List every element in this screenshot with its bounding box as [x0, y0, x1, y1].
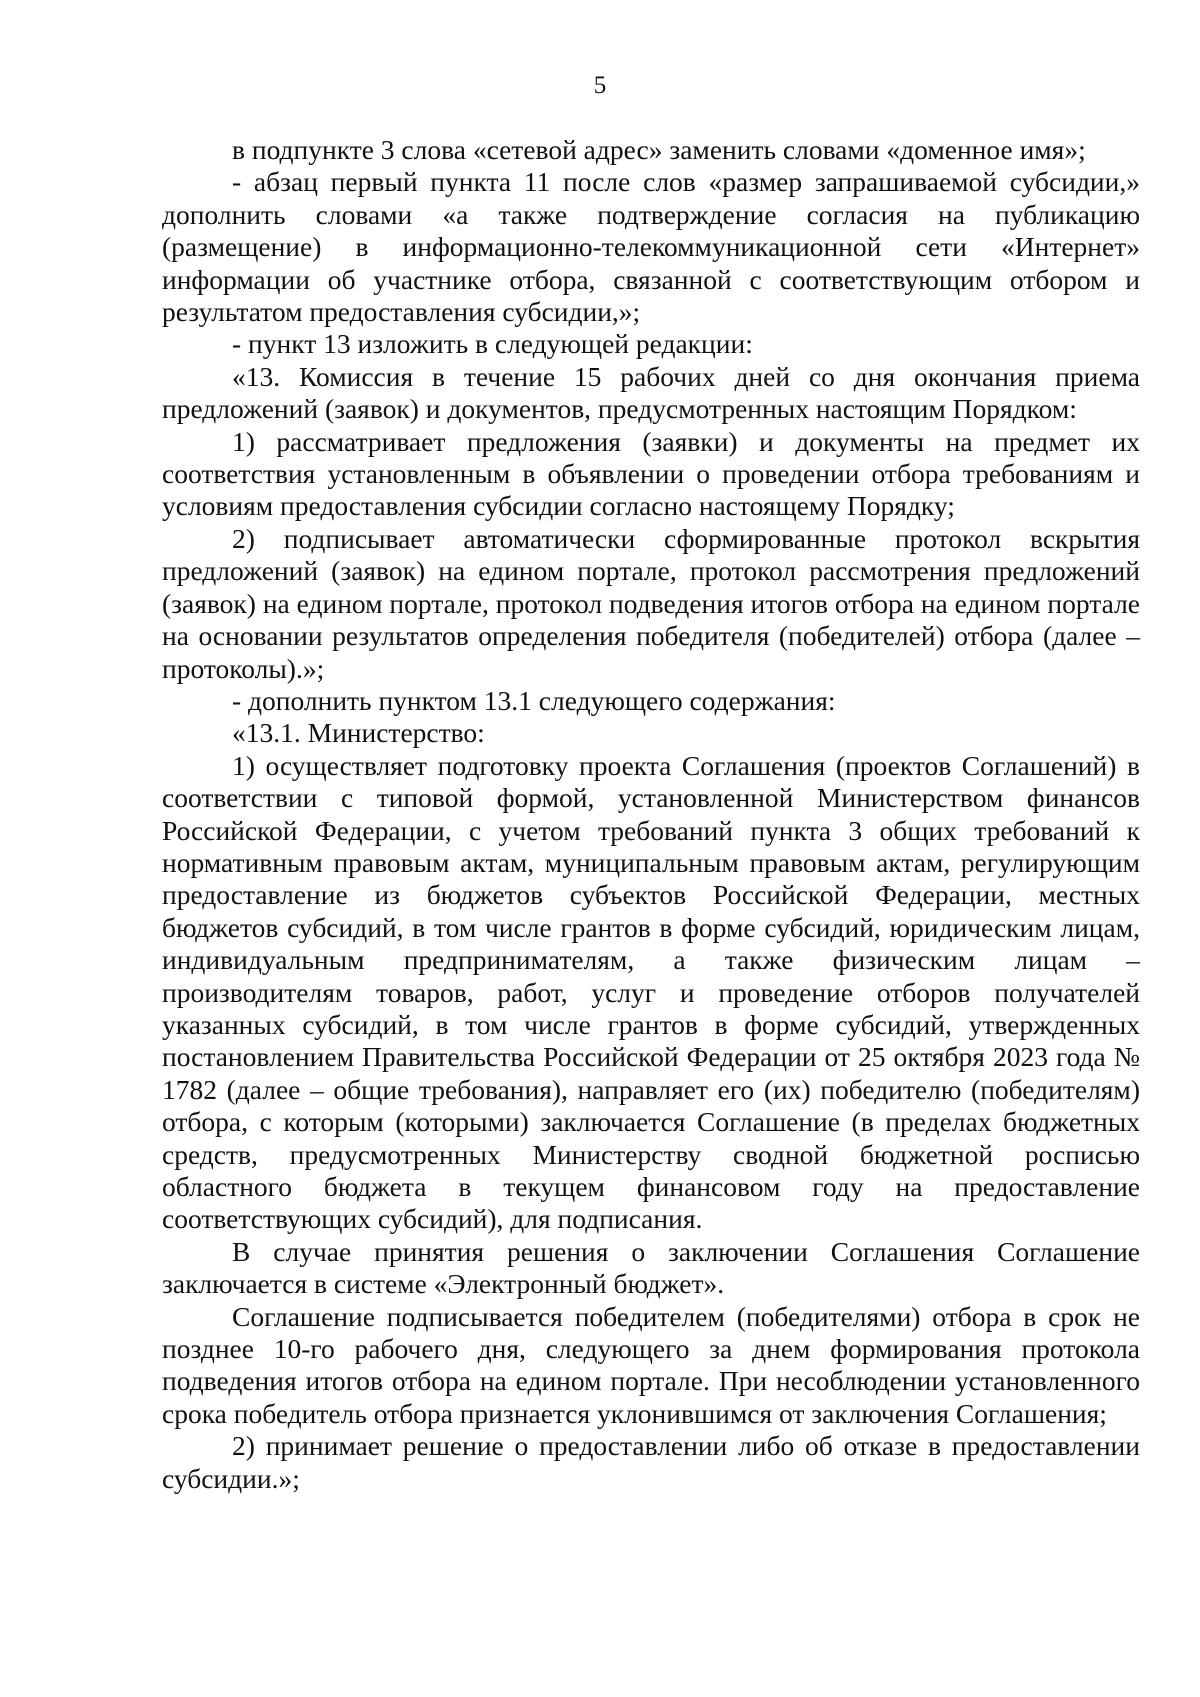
paragraph-subclause-3-amendment: в подпункте 3 слова «сетевой адрес» заменить словами «доменное имя»;: [232, 134, 1086, 165]
paragraph-agreement-signing: Соглашение подписывается победителем (победителями) отбора в срок не позднее 10-го рабочего дня, следующего за днем формирования протокола подведения итогов отбора на едином портале. При несоблюдении установленного срока победитель отбора признается уклонившимся от заключения Соглашения;: [162, 1300, 1140, 1429]
paragraph-electronic-budget: В случае принятия решения о заключении Соглашения Соглашение заключается в системе «Электронный бюджет».: [162, 1235, 1140, 1300]
paragraph-clause-13-intro: - пункт 13 изложить в следующей редакции:: [232, 328, 753, 360]
paragraph-clause-13: «13. Комиссия в течение 15 рабочих дней со дня окончания приема предложений (заявок) и документов, предусмотренных настоящим Порядком:: [162, 360, 1140, 425]
paragraph-clause-13-1-item-2: 2) принимает решение о предоставлении либо об отказе в предоставлении субсидии.»;: [162, 1430, 1140, 1494]
paragraph-clause-13-1: «13.1. Министерство:: [232, 717, 485, 749]
document-body: [162, 134, 1140, 1495]
paragraph-clause-13-item-1: 1) рассматривает предложения (заявки) и документы на предмет их соответствия установленным в объявлении о проведении отбора требованиям и условиям предоставления субсидии согласно настоящему Порядку;: [162, 425, 1140, 522]
paragraph-clause-13-1-item-1: 1) осуществляет подготовку проекта Соглашения (проектов Соглашений) в соответствии с типовой формой, установленной Министерством финансов Российской Федерации, с учетом требований пункта 3 общих требований к нормативным правовым актам, муниципальным правовым актам, регулирующим предоставление из бюджетов субъектов Российской Федерации, местных бюджетов субсидий, в том числе грантов в форме субсидий, юридическим лицам, индивидуальным предпринимателям, а также физическим лицам – производителям товаров, работ, услуг и проведение отборов получателей указанных субсидий, в том числе грантов в форме субсидий, утвержденных постановлением Правительства Российской Федерации от 25 октября 2023 года № 1782 (далее – общие требования), направляет его (их) победителю (победителям) отбора, с которым (которыми) заключается Соглашение (в пределах бюджетных средств, предусмотренных Министерству сводной бюджетной росписью областного бюджета в текущем финансовом году на предоставление соответствующих субсидий), для подписания.: [162, 749, 1140, 1235]
page-number: 5: [593, 72, 607, 99]
paragraph-clause-11-amendment: - абзац первый пункта 11 после слов «размер запрашиваемой субсидии,» дополнить словами «а также подтверждение согласия на публикацию (размещение) в информационно-телекоммуникационной сети «Интернет» информации об участнике отбора, связанной с соответствующим отбором и результатом предоставления субсидии,»;: [162, 166, 1140, 328]
paragraph-clause-13-1-intro: - дополнить пунктом 13.1 следующего содержания:: [232, 684, 836, 716]
paragraph-clause-13-item-2: 2) подписывает автоматически сформированные протокол вскрытия предложений (заявок) на едином портале, протокол рассмотрения предложений (заявок) на едином портале, протокол подведения итогов отбора на едином портале на основании результатов определения победителя (победителей) отбора (далее – протоколы).»;: [162, 522, 1140, 684]
